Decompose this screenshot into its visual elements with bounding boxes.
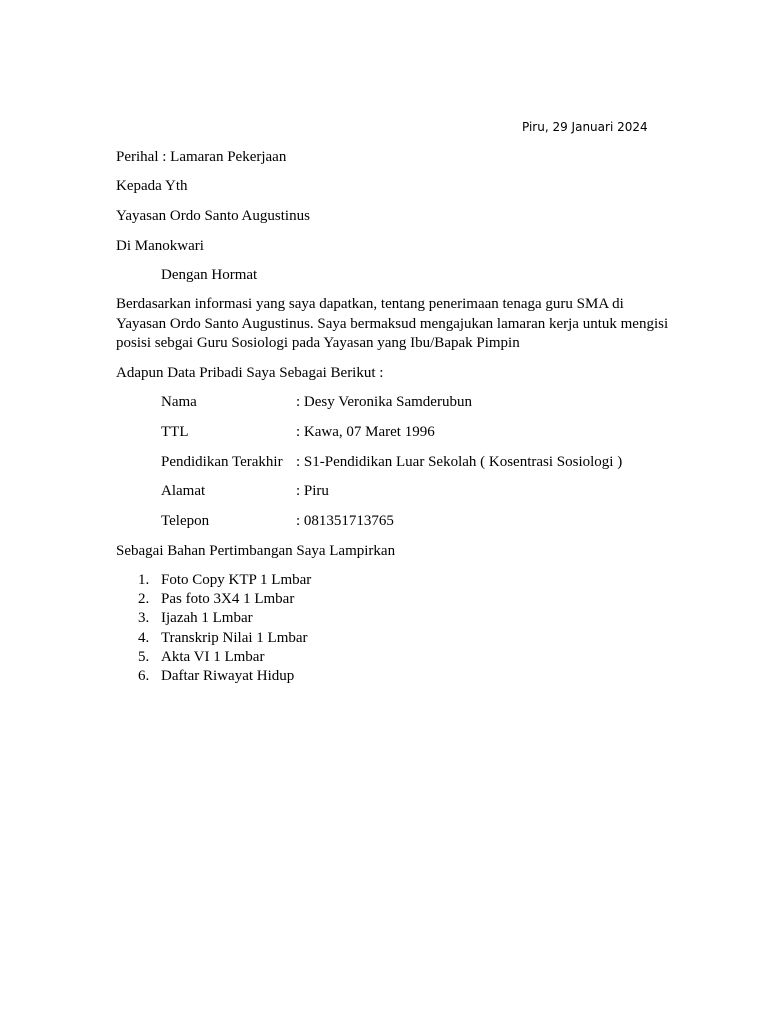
list-item-text: Pas foto 3X4 1 Lmbar	[161, 591, 295, 608]
list-item-text: Akta VI 1 Lmbar	[161, 648, 265, 665]
personal-data-value: : S1-Pendidikan Luar Sekolah ( Kosentrasi Sosiologi )	[296, 454, 623, 470]
body-line: Yayasan Ordo Santo Augustinus. Saya bermaksud mengajukan lamaran kerja untuk mengisi	[116, 315, 669, 332]
letter-location: Di Manokwari	[116, 238, 204, 254]
personal-data-label: Alamat	[161, 483, 206, 499]
personal-data-label: Pendidikan Terakhir	[161, 454, 283, 470]
list-item-text: Daftar Riwayat Hidup	[161, 667, 295, 684]
personal-data-value: : Piru	[296, 483, 329, 499]
personal-data-label: TTL	[161, 424, 189, 440]
letter-body-paragraph	[116, 295, 676, 354]
attachments-intro: Sebagai Bahan Pertimbangan Saya Lampirkan	[116, 543, 396, 559]
body-line: Berdasarkan informasi yang saya dapatkan, tentang penerimaan tenaga guru SMA di	[116, 296, 624, 312]
personal-data-value: : 081351713765	[296, 513, 394, 529]
list-item-number: 5.	[138, 648, 150, 665]
list-item-text: Transkrip Nilai 1 Lmbar	[161, 629, 308, 646]
body-line: posisi sebgai Guru Sosiologi pada Yayasan yang Ibu/Bapak Pimpin	[116, 335, 520, 351]
list-item-number: 6.	[138, 667, 150, 684]
letter-greeting: Dengan Hormat	[161, 267, 258, 283]
list-item-number: 1.	[138, 572, 150, 588]
list-item-number: 4.	[138, 629, 150, 646]
letter-subject: Perihal : Lamaran Pekerjaan	[116, 149, 287, 165]
personal-data-label: Telepon	[161, 513, 210, 529]
letter-to-line: Kepada Yth	[116, 178, 188, 194]
list-item-number: 3.	[138, 610, 150, 627]
list-item-text: Ijazah 1 Lmbar	[161, 610, 253, 627]
personal-data-label: Nama	[161, 394, 197, 410]
personal-data-intro: Adapun Data Pribadi Saya Sebagai Berikut :	[116, 365, 384, 381]
personal-data-value: : Desy Veronika Samderubun	[296, 394, 472, 410]
list-item-number: 2.	[138, 591, 150, 608]
personal-data-value: : Kawa, 07 Maret 1996	[296, 424, 435, 440]
list-item-text: Foto Copy KTP 1 Lmbar	[161, 572, 312, 588]
letter-date: Piru, 29 Januari 2024	[522, 120, 648, 134]
letter-recipient: Yayasan Ordo Santo Augustinus	[116, 208, 310, 224]
